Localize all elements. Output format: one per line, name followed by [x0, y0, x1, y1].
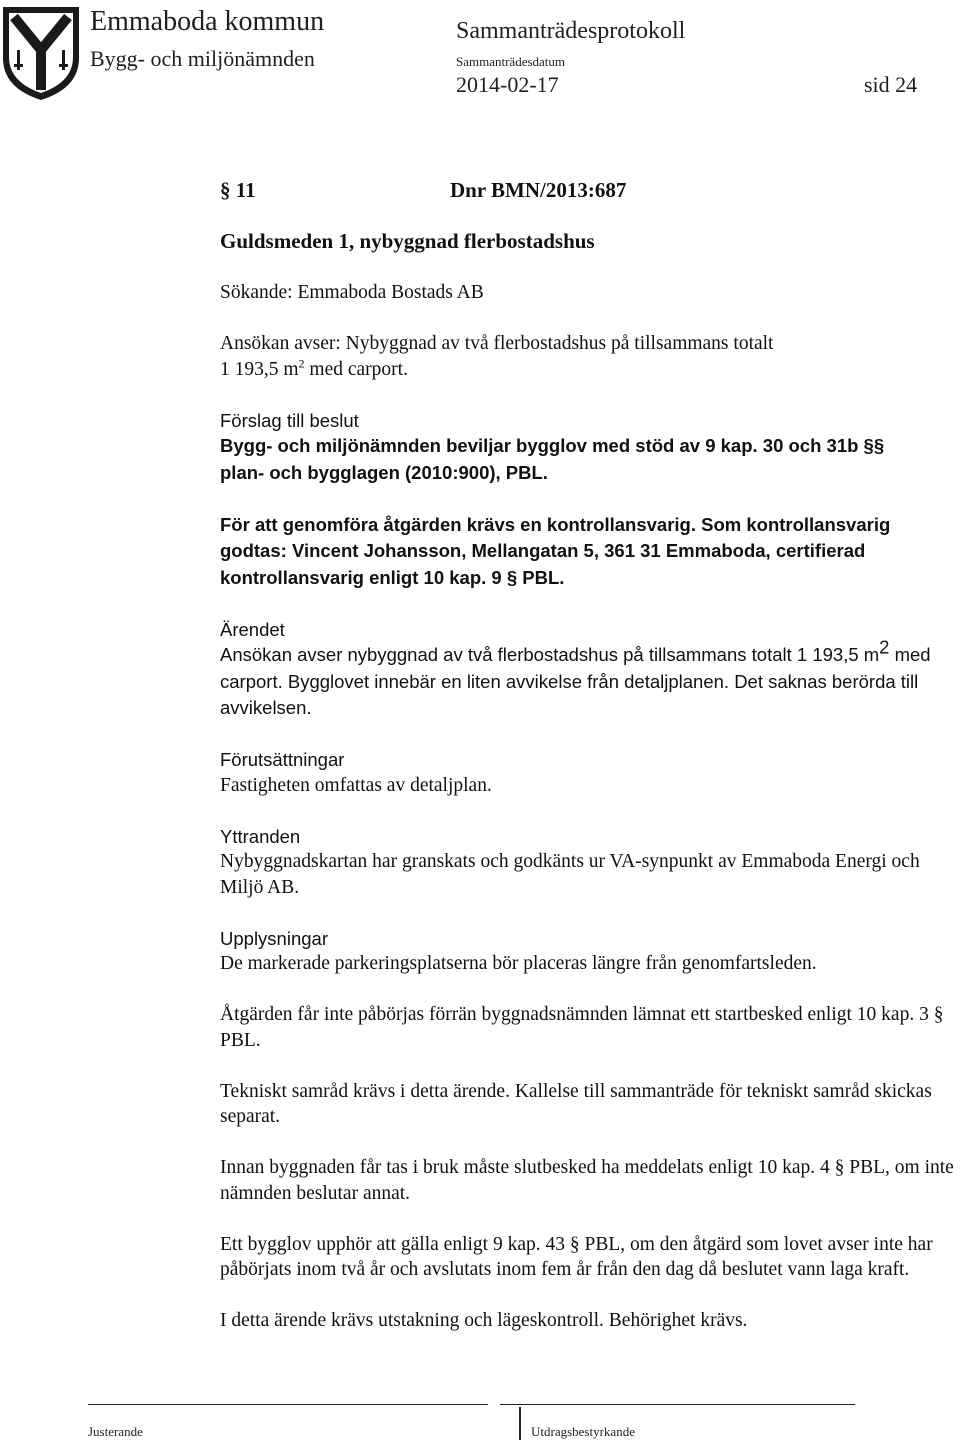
- note-startbesked: Åtgärden får inte påbörjas förrän byggnadsnämnden lämnat ett startbesked enligt 10 kap. 3 § PBL.: [220, 1004, 944, 1051]
- section-heading-proposal: Förslag till beslut: [220, 409, 359, 431]
- item-number-line: [220, 178, 955, 204]
- paragraph-sign: §: [220, 178, 231, 202]
- item-dnr: Dnr BMN/2013:687: [450, 178, 627, 202]
- item-title: Guldsmeden 1, nybyggnad flerbostadshus: [220, 229, 595, 253]
- protocol-body: [220, 178, 955, 1359]
- footer-rule-right: [500, 1404, 855, 1405]
- section-heading-yttranden: Yttranden: [220, 825, 301, 847]
- section-heading-upplysningar: Upplysningar: [220, 927, 328, 949]
- document-type: Sammanträdesprotokoll: [456, 18, 686, 44]
- board-name: Bygg- och miljönämnden: [90, 46, 315, 71]
- application-summary: Ansökan avser: Nybyggnad av två flerbostadshus på tillsammans totalt 1 193,5 $m^2$ med carport.: [220, 333, 774, 380]
- footer-divider: [519, 1407, 521, 1440]
- page-footer: [0, 1394, 960, 1440]
- section-heading-arendet: Ärendet: [220, 618, 285, 640]
- page-number: sid 24: [864, 72, 918, 97]
- municipality-coat-of-arms-icon: [0, 4, 82, 102]
- applicant: Sökande: Emmaboda Bostads AB: [220, 282, 484, 303]
- footer-rule-left: [88, 1404, 488, 1405]
- section-yttranden: Yttranden Nybyggnadskartan har granskats och godkänts ur VA-synpunkt av Emmaboda Energi och Miljö AB.: [220, 824, 955, 901]
- control-officer: För att genomföra åtgärden krävs en kontrollansvarig. Som kontrollansvarig godtas: Vincent Johansson, Mellangatan 5, 361 31 Emmaboda, certifierad kontrollansvarig enligt 10 kap. 9 § PBL.: [220, 513, 891, 588]
- item-number: 11: [235, 178, 256, 202]
- section-arendet: Ärendet Ansökan avser nybyggnad av två flerbostadshus på tillsammans totalt 1 193,5 $m^2$ med carport. Bygglovet innebär en liten avvikelse från detaljplanen. Det saknas berörda till avvikelsen.: [220, 617, 955, 722]
- note-tekniskt-samrad: Tekniskt samråd krävs i detta ärende. Kallelse till sammanträde för tekniskt samråd skickas separat.: [220, 1080, 932, 1127]
- note-bygglov-upphor: Ett bygglov upphör att gälla enligt 9 kap. 43 § PBL, om den åtgärd som lovet avser inte har påbörjats inom två år och avslutats inom fem år från den dag då beslutet vann laga kraft.: [220, 1233, 933, 1280]
- section-forutsattningar: Förutsättningar Fastigheten omfattas av detaljplan.: [220, 747, 955, 798]
- footer-justerande-label: Justerande: [88, 1424, 143, 1439]
- note-slutbesked: Innan byggnaden får tas i bruk måste slutbesked ha meddelats enligt 10 kap. 4 § PBL, om inte nämnden beslutar annat.: [220, 1157, 954, 1204]
- organization-name: Emmaboda kommun: [90, 6, 325, 37]
- section-heading-forutsattningar: Förutsättningar: [220, 749, 345, 770]
- footer-utdragsbestyrkande-label: Utdragsbestyrkande: [531, 1424, 635, 1439]
- meeting-date: 2014-02-17: [456, 72, 559, 97]
- page-header: [0, 0, 960, 110]
- meeting-date-label: Sammanträdesdatum: [456, 54, 566, 69]
- note-utstakning: I detta ärende krävs utstakning och lägeskontroll. Behörighet krävs.: [220, 1310, 748, 1331]
- section-upplysningar: Upplysningar De markerade parkeringsplatserna bör placeras längre från genomfartsleden.: [220, 926, 955, 977]
- decision-proposal: Förslag till beslut Bygg- och miljönämnden beviljar bygglov med stöd av 9 kap. 30 och 31b §§ plan- och bygglagen (2010:900), PBL.: [220, 408, 955, 487]
